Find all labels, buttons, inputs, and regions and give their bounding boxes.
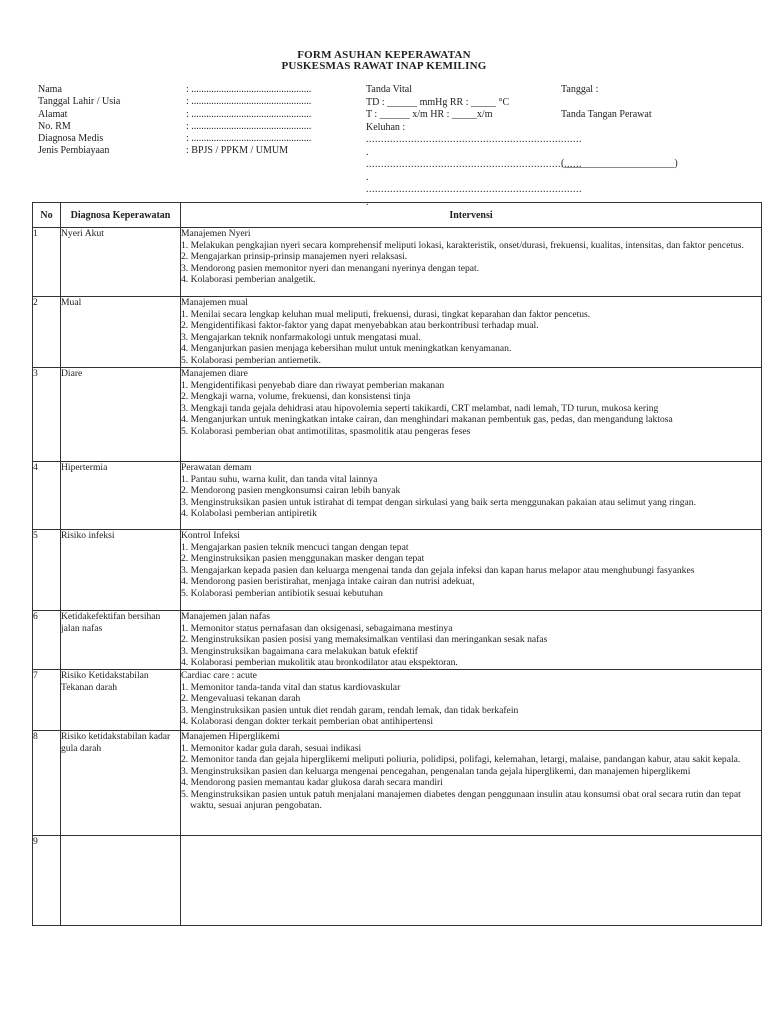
keluhan-line-3[interactable]: ........................................................................ — [366, 184, 582, 195]
intervention-item: 3. Menginstruksikan pasien untuk diet rendah garam, rendah lemak, dan tidak berkafein — [181, 704, 519, 716]
row-intervensi — [181, 297, 762, 368]
table-row — [33, 228, 762, 297]
header-intervensi: Intervensi — [181, 203, 762, 228]
intervention-item: 3. Mengajarkan teknik nonfarmakologi untuk mengatasi mual. — [181, 331, 421, 343]
intervention-item: 1. Mengidentifikasi penyebab diare dan riwayat pemberian makanan — [181, 379, 445, 391]
intervention-item: 3. Mengajarkan kepada pasien dan keluarga mengenai tanda dan gejala infeksi dan kapan harus melapor atau menghubungi fasyankes — [181, 564, 695, 576]
table-row — [33, 462, 762, 530]
patient-field-label: Jenis Pembiayaan — [38, 145, 110, 157]
intervention-item: 1. Mengajarkan pasien teknik mencuci tangan dengan tepat — [181, 541, 409, 553]
vital-line-t-hr[interactable]: T : ______ x/m HR : _____x/m — [366, 109, 493, 120]
patient-field-label: Diagnosa Medis — [38, 133, 104, 145]
vital-title: Tanda Vital — [366, 84, 413, 95]
patient-field-row — [38, 133, 311, 145]
row-number: 9 — [33, 836, 61, 926]
patient-field-label: Nama — [38, 84, 62, 95]
intervention-title: Manajemen Nyeri — [181, 228, 251, 239]
table-header-row — [33, 203, 762, 228]
row-diagnosa: Risiko Ketidakstabilan Tekanan darah — [61, 670, 181, 731]
row-number: 6 — [33, 611, 61, 670]
row-intervensi — [181, 530, 762, 611]
intervention-item: 4. Kolaborasi pemberian analgetik. — [181, 274, 316, 285]
intervention-item: 2. Mengajarkan prinsip-prinsip manajemen nyeri relaksasi. — [181, 251, 408, 262]
patient-field-value[interactable]: : ................................................ — [186, 96, 312, 108]
keluhan-line-2[interactable]: ........................................................................ — [366, 159, 582, 170]
intervention-item: 3. Mengkaji tanda gejala dehidrasi atau hipovolemia seperti takikardi, CRT melambat, nadi lemah, TD turun, mukosa kering — [181, 402, 659, 414]
row-intervensi — [181, 611, 762, 670]
row-intervensi — [181, 670, 762, 731]
patient-field-row — [38, 84, 311, 96]
patient-field-label: No. RM — [38, 120, 71, 132]
header-diagnosa: Diagnosa Keperawatan — [61, 203, 181, 228]
vital-line-td-rr[interactable]: TD : ______ mmHg RR : _____ °C — [366, 96, 510, 108]
row-diagnosa: Ketidakefektifan bersihan jalan nafas — [61, 611, 181, 670]
vital-signs — [366, 84, 582, 209]
patient-field-row — [38, 96, 311, 108]
intervention-title: Manajemen jalan nafas — [181, 611, 270, 622]
intervention-item: 2. Mengkaji warna, volume, frekuensi, dan konsistensi tinja — [181, 391, 411, 402]
row-diagnosa: Nyeri Akut — [61, 228, 181, 297]
signature-label: Tanda Tangan Perawat — [561, 109, 652, 120]
row-diagnosa[interactable] — [61, 836, 181, 926]
intervention-title: Manajemen diare — [181, 368, 248, 379]
row-intervensi — [181, 228, 762, 297]
intervention-title: Manajemen mual — [181, 297, 248, 308]
keluhan-dot-2: . — [366, 171, 369, 183]
row-diagnosa: Risiko ketidakstabilan kadar gula darah — [61, 731, 181, 836]
table-row — [33, 368, 762, 462]
intervention-item: 4. Mendorong pasien beristirahat, menjaga intake cairan dan nutrisi adekuat, — [181, 576, 475, 587]
patient-field-value[interactable]: : ................................................ — [186, 108, 312, 120]
row-number: 4 — [33, 462, 61, 530]
intervention-item: 3. Menginstruksikan pasien untuk istirahat di tempat dengan sirkulasi yang baik serta menggunakan pakaian atau selimut yang ringan. — [181, 496, 697, 508]
row-number: 8 — [33, 731, 61, 836]
intervention-title: Manajemen Hiperglikemi — [181, 731, 280, 742]
patient-field-value[interactable]: : ................................................ — [186, 133, 312, 145]
row-diagnosa: Hipertermia — [61, 462, 181, 530]
table-row — [33, 297, 762, 368]
intervention-item: 4. Mendorong pasien memantau kadar glukosa darah secara mandiri — [181, 777, 443, 788]
keluhan-label: Keluhan : — [366, 121, 406, 133]
intervention-item: 1. Melakukan pengkajian nyeri secara komprehensif meliputi lokasi, karakteristik, onset/durasi, frekuensi, kualitas, intensitas, dan faktor pencetus. — [181, 239, 744, 251]
table-row — [33, 836, 762, 926]
row-intervensi[interactable] — [181, 836, 762, 926]
intervention-item: 3. Menginstruksikan pasien dan keluarga mengenai pencegahan, pengenalan tanda gejala hiperglikemi, dan manajemen hiperglikemi — [181, 765, 691, 777]
patient-field-row — [38, 109, 311, 121]
row-number: 1 — [33, 228, 61, 297]
intervention-title: Perawatan demam — [181, 462, 252, 473]
row-diagnosa: Diare — [61, 368, 181, 462]
intervention-item: 1. Pantau suhu, warna kulit, dan tanda vital lainnya — [181, 473, 378, 485]
patient-field-label: Alamat — [38, 108, 68, 120]
intervention-item: 1. Memonitor tanda-tanda vital dan status kardiovaskular — [181, 681, 401, 693]
form-subtitle: PUSKESMAS RAWAT INAP KEMILING — [281, 60, 487, 72]
intervention-item: 4. Kolaborasi dengan dokter terkait pemberian obat antihipertensi — [181, 716, 434, 727]
intervention-item: 2. Mengevaluasi tekanan darah — [181, 693, 301, 704]
row-number: 5 — [33, 530, 61, 611]
patient-field-value[interactable]: : BPJS / PPKM / UMUM — [186, 145, 288, 157]
intervention-item: 5. Kolaborasi pemberian antibiotik sesuai kebutuhan — [181, 587, 383, 599]
intervention-item: 2. Menginstruksikan pasien posisi yang memaksimalkan ventilasi dan meringankan sesak nafas — [181, 634, 548, 645]
keluhan-dot-1: . — [366, 146, 369, 158]
intervention-item: 4. Kolabolasi pemberian antipiretik — [181, 508, 317, 519]
row-diagnosa: Risiko infeksi — [61, 530, 181, 611]
patient-field-value[interactable]: : ................................................ — [186, 84, 312, 95]
header-no: No — [33, 203, 61, 228]
patient-field-label: Tanggal Lahir / Usia — [38, 96, 121, 108]
intervention-item: 3. Menginstruksikan bagaimana cara melakukan batuk efektif — [181, 645, 418, 657]
row-intervensi — [181, 731, 762, 836]
patient-field-row — [38, 121, 311, 133]
intervention-item: 1. Menilai secara lengkap keluhan mual meliputi, frekuensi, durasi, tingkat keparahan dan faktor pencetus. — [181, 308, 591, 320]
table-row — [33, 670, 762, 731]
table-row — [33, 611, 762, 670]
keluhan-line-1[interactable]: ........................................................................ — [366, 134, 582, 145]
intervention-item: 3. Mendorong pasien memonitor nyeri dan menangani nyerinya dengan tepat. — [181, 262, 480, 274]
intervention-item: 2. Mengidentifikasi faktor-faktor yang dapat menyebabkan atau berkontribusi terhadap mual. — [181, 320, 539, 331]
intervention-item: 2. Memonitor tanda dan gejala hiperglikemi meliputi poliuria, polidipsi, polifagi, kelemahan, letargi, malaise, pandangan kabur, atau sakit kepala. — [181, 754, 741, 765]
intervention-item: 4. Menganjurkan untuk meningkatkan intake cairan, dan menghindari makanan pembentuk gas, pedas, dan mengandung laktosa — [181, 414, 673, 425]
intervention-table — [32, 202, 762, 926]
keluhan-dot-3: . — [366, 196, 369, 208]
patient-field-value[interactable]: : ................................................ — [186, 120, 312, 132]
row-intervensi — [181, 368, 762, 462]
signature-line[interactable]: (______________________) — [561, 158, 678, 169]
intervention-item: 2. Menginstruksikan pasien menggunakan masker dengan tepat — [181, 553, 425, 564]
intervention-item: 5. Menginstruksikan pasien untuk patuh menjalani manajemen diabetes dengan penggunaan insulin atau konsumsi obat oral secara rutin dan tepat waktu, sesuai anjuran pengobatan. — [181, 788, 741, 811]
intervention-item: 4. Kolaborasi pemberian mukolitik atau bronkodilator atau ekspektoran. — [181, 657, 458, 668]
intervention-item: 4. Menganjurkan pasien menjaga kebersihan mulut untuk meningkatkan kenyamanan. — [181, 343, 512, 354]
intervention-item: 1. Memonitor kadar gula darah, sesuai indikasi — [181, 742, 362, 754]
row-number: 2 — [33, 297, 61, 368]
intervention-title: Cardiac care : acute — [181, 670, 257, 681]
patient-field-row — [38, 145, 311, 157]
intervention-item: 1. Memonitor status pernafasan dan oksigenasi, sebagaimana mestinya — [181, 622, 453, 634]
table-row — [33, 731, 762, 836]
date-signature-block — [561, 84, 652, 120]
patient-info — [38, 84, 311, 158]
row-diagnosa: Mual — [61, 297, 181, 368]
row-intervensi — [181, 462, 762, 530]
intervention-title: Kontrol Infeksi — [181, 530, 240, 541]
intervention-item: 5. Kolaborasi pemberian antiemetik. — [181, 354, 321, 366]
tanggal-label[interactable]: Tanggal : — [561, 84, 599, 95]
intervention-item: 5. Kolaborasi pemberian obat antimotilitas, spasmolitik atau pengeras feses — [181, 425, 471, 437]
intervention-item: 2. Mendorong pasien mengkonsumsi cairan lebih banyak — [181, 485, 401, 496]
row-number: 7 — [33, 670, 61, 731]
row-number: 3 — [33, 368, 61, 462]
table-row — [33, 530, 762, 611]
form-title: FORM ASUHAN KEPERAWATAN — [297, 49, 471, 61]
